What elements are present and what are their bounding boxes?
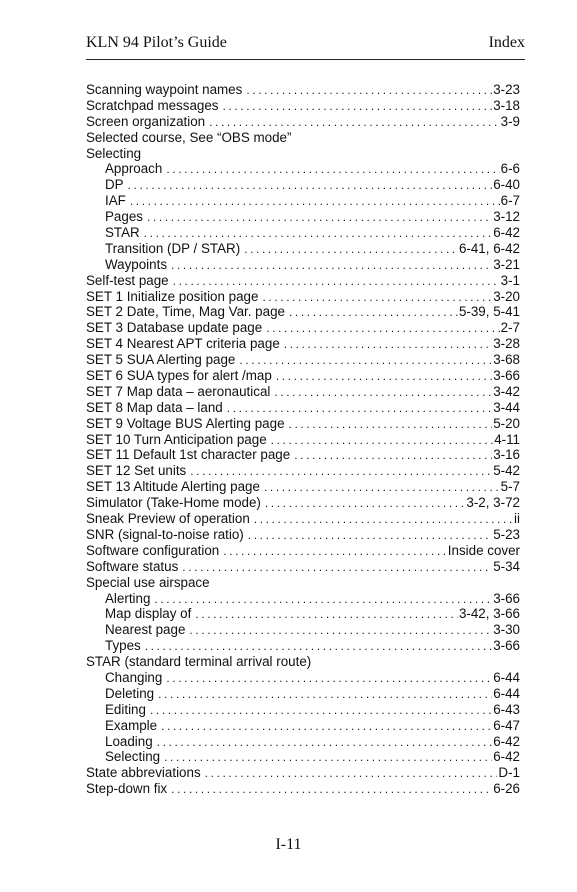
index-entry xyxy=(86,320,520,336)
index-entry xyxy=(86,511,520,527)
index-entry xyxy=(86,575,520,591)
index-entry xyxy=(86,495,520,511)
index-page-ref: 6-7 xyxy=(500,193,520,209)
index-page-ref: 3-42, 3-66 xyxy=(458,606,520,622)
dot-leader xyxy=(276,369,492,385)
index-subentry xyxy=(86,257,520,273)
index-subentry xyxy=(86,177,520,193)
page-header xyxy=(86,34,525,60)
index-page-ref: ii xyxy=(514,511,520,527)
index-subentry xyxy=(86,734,520,750)
index-page-ref: 3-9 xyxy=(500,113,520,129)
index-entry xyxy=(86,447,520,463)
index-entry xyxy=(86,114,520,130)
index-page-ref: 6-42 xyxy=(493,225,520,241)
index-entry xyxy=(86,781,520,797)
index-page-ref: 6-44 xyxy=(493,685,520,701)
dot-leader xyxy=(284,337,492,353)
index-term: State abbreviations xyxy=(86,765,201,781)
dot-leader xyxy=(223,99,493,115)
index-page-ref: 3-66 xyxy=(493,368,520,384)
index-subentry xyxy=(86,749,520,765)
header-rule xyxy=(86,59,525,60)
dot-leader xyxy=(239,353,492,369)
index-term: SET 13 Altitude Alerting page xyxy=(86,479,260,495)
index-page-ref: 3-16 xyxy=(493,447,520,463)
index-page-ref: 3-66 xyxy=(493,590,520,606)
index-page-ref: 3-23 xyxy=(493,82,520,97)
dot-leader xyxy=(209,115,500,131)
dot-leader xyxy=(265,496,466,512)
index-term: SET 11 Default 1st character page xyxy=(86,447,291,463)
index-subentry xyxy=(86,161,520,177)
index-term: Sneak Preview of operation xyxy=(86,511,250,527)
index-subentry xyxy=(86,702,520,718)
index-subentry xyxy=(86,225,520,241)
index-term: Editing xyxy=(105,701,146,717)
index-term: Step-down fix xyxy=(86,781,168,797)
dot-leader xyxy=(195,607,458,623)
index-term: Transition (DP / STAR) xyxy=(105,240,241,256)
index-page-ref: 6-41, 6-42 xyxy=(458,240,520,256)
index-term: Alerting xyxy=(105,590,151,606)
index-page-ref: 5-42 xyxy=(493,463,520,479)
index-term: Special use airspace xyxy=(86,574,210,590)
index-subentry xyxy=(86,622,520,638)
index-term: Software status xyxy=(86,558,179,574)
index-entry xyxy=(86,368,520,384)
index-term: IAF xyxy=(105,193,126,209)
index-subentry xyxy=(86,718,520,734)
index-term: SET 2 Date, Time, Mag Var. page xyxy=(86,304,285,320)
index-page-ref: 6-40 xyxy=(493,177,520,193)
index-page-ref: 3-18 xyxy=(493,97,520,113)
index-subentry xyxy=(86,193,520,209)
dot-leader xyxy=(154,592,492,608)
dot-leader xyxy=(294,448,492,464)
index-page-ref: 3-12 xyxy=(493,209,520,225)
index-term: SET 12 Set units xyxy=(86,463,187,479)
dot-leader xyxy=(128,178,493,194)
index-page-ref: 6-26 xyxy=(493,781,520,797)
index-entry xyxy=(86,559,520,575)
index-subentry xyxy=(86,686,520,702)
index-page-ref: 3-2, 3-72 xyxy=(466,495,520,511)
index-page-ref: 3-21 xyxy=(493,256,520,272)
index-page-ref: 3-20 xyxy=(493,288,520,304)
dot-leader xyxy=(223,544,447,560)
index-term: Waypoints xyxy=(105,256,168,272)
index-entry xyxy=(86,130,520,146)
index-page-ref: 3-68 xyxy=(493,352,520,368)
dot-leader xyxy=(161,719,492,735)
index-page-ref: 3-44 xyxy=(493,399,520,415)
index-term: SET 6 SUA types for alert /map xyxy=(86,368,272,384)
index-term: Selecting xyxy=(105,749,161,765)
index-entry xyxy=(86,146,520,162)
index-list xyxy=(86,82,520,797)
dot-leader xyxy=(144,226,492,242)
index-page-ref: 6-42 xyxy=(493,749,520,765)
dot-leader xyxy=(147,210,492,226)
index-term: Scratchpad messages xyxy=(86,97,219,113)
index-page-ref: 3-28 xyxy=(493,336,520,352)
index-term: Deleting xyxy=(105,685,155,701)
index-entry xyxy=(86,479,520,495)
index-entry xyxy=(86,304,520,320)
index-page-ref: 3-42 xyxy=(493,383,520,399)
dot-leader xyxy=(262,290,492,306)
index-page-ref: 2-7 xyxy=(500,320,520,336)
index-entry xyxy=(86,432,520,448)
dot-leader xyxy=(190,464,492,480)
index-term: DP xyxy=(105,177,124,193)
dot-leader xyxy=(266,321,499,337)
index-subentry xyxy=(86,209,520,225)
index-term: Changing xyxy=(105,669,163,685)
index-subentry xyxy=(86,638,520,654)
dot-leader xyxy=(171,258,492,274)
index-term: SET 1 Initialize position page xyxy=(86,288,259,304)
index-entry xyxy=(86,527,520,543)
index-term: SET 3 Database update page xyxy=(86,320,263,336)
index-entry xyxy=(86,352,520,368)
dot-leader xyxy=(289,417,493,433)
index-term: Selecting xyxy=(86,145,142,161)
index-page-ref: 5-34 xyxy=(493,558,520,574)
index-term: SET 5 SUA Alerting page xyxy=(86,352,236,368)
index-page-ref: D-1 xyxy=(498,765,520,781)
index-page-ref: Inside cover xyxy=(447,542,520,558)
dot-leader xyxy=(164,750,492,766)
index-term: Pages xyxy=(105,209,143,225)
index-term: SET 10 Turn Anticipation page xyxy=(86,431,267,447)
dot-leader xyxy=(246,83,492,99)
index-page-ref: 6-43 xyxy=(493,701,520,717)
index-term: Simulator (Take-Home mode) xyxy=(86,495,261,511)
guide-title: KLN 94 Pilot’s Guide xyxy=(86,34,227,51)
index-term: Software configuration xyxy=(86,542,220,558)
index-term: SET 9 Voltage BUS Alerting page xyxy=(86,415,285,431)
dot-leader xyxy=(130,194,500,210)
index-page-ref: 5-7 xyxy=(500,479,520,495)
dot-leader xyxy=(189,623,492,639)
index-term: STAR (standard terminal arrival route) xyxy=(86,654,312,670)
index-page-ref: 4-11 xyxy=(494,431,520,447)
dot-leader xyxy=(227,401,492,417)
index-term: SNR (signal-to-noise ratio) xyxy=(86,526,244,542)
dot-leader xyxy=(150,703,492,719)
index-page-ref: 6-47 xyxy=(493,717,520,733)
index-entry xyxy=(86,82,520,98)
index-subentry xyxy=(86,670,520,686)
index-entry xyxy=(86,336,520,352)
dot-leader xyxy=(289,305,458,321)
index-term: SET 4 Nearest APT criteria page xyxy=(86,336,280,352)
index-entry xyxy=(86,543,520,559)
section-title: Index xyxy=(488,34,525,51)
dot-leader xyxy=(248,528,492,544)
index-term: Screen organization xyxy=(86,113,206,129)
index-term: SET 7 Map data – aeronautical xyxy=(86,383,271,399)
index-page-ref: 5-39, 5-41 xyxy=(458,304,520,320)
dot-leader xyxy=(157,735,493,751)
index-page-ref: 3-66 xyxy=(493,638,520,654)
index-page-ref: 6-42 xyxy=(493,733,520,749)
page-number: I-11 xyxy=(275,836,302,853)
index-entry xyxy=(86,98,520,114)
dot-leader xyxy=(264,480,500,496)
index-term: Approach xyxy=(105,161,163,177)
dot-leader xyxy=(171,782,492,798)
dot-leader xyxy=(182,560,492,576)
dot-leader xyxy=(145,639,492,655)
index-term: Selected course, See “OBS mode” xyxy=(86,129,292,145)
index-term: Nearest page xyxy=(105,622,186,638)
index-page-ref: 5-20 xyxy=(493,415,520,431)
index-term: SET 8 Map data – land xyxy=(86,399,223,415)
index-page-ref: 6-6 xyxy=(500,161,520,177)
index-entry xyxy=(86,416,520,432)
index-entry xyxy=(86,400,520,416)
index-entry xyxy=(86,384,520,400)
index-term: Loading xyxy=(105,733,153,749)
dot-leader xyxy=(166,162,499,178)
index-subentry xyxy=(86,241,520,257)
index-page-ref: 5-23 xyxy=(493,526,520,542)
dot-leader xyxy=(173,274,500,290)
dot-leader xyxy=(271,433,494,449)
dot-leader xyxy=(274,385,492,401)
index-entry xyxy=(86,463,520,479)
index-entry xyxy=(86,654,520,670)
index-page-ref: 3-1 xyxy=(500,272,520,288)
index-entry xyxy=(86,289,520,305)
index-term: Types xyxy=(105,638,141,654)
dot-leader xyxy=(158,687,492,703)
index-term: Self-test page xyxy=(86,272,169,288)
index-term: Scanning waypoint names xyxy=(86,82,243,97)
dot-leader xyxy=(205,766,498,782)
index-entry xyxy=(86,273,520,289)
dot-leader xyxy=(166,671,492,687)
dot-leader xyxy=(244,242,458,258)
index-page-ref: 6-44 xyxy=(493,669,520,685)
index-term: Example xyxy=(105,717,158,733)
dot-leader xyxy=(254,512,513,528)
index-subentry xyxy=(86,606,520,622)
index-page-ref: 3-30 xyxy=(493,622,520,638)
index-entry xyxy=(86,765,520,781)
index-term: Map display of xyxy=(105,606,192,622)
index-subentry xyxy=(86,591,520,607)
index-term: STAR xyxy=(105,225,140,241)
